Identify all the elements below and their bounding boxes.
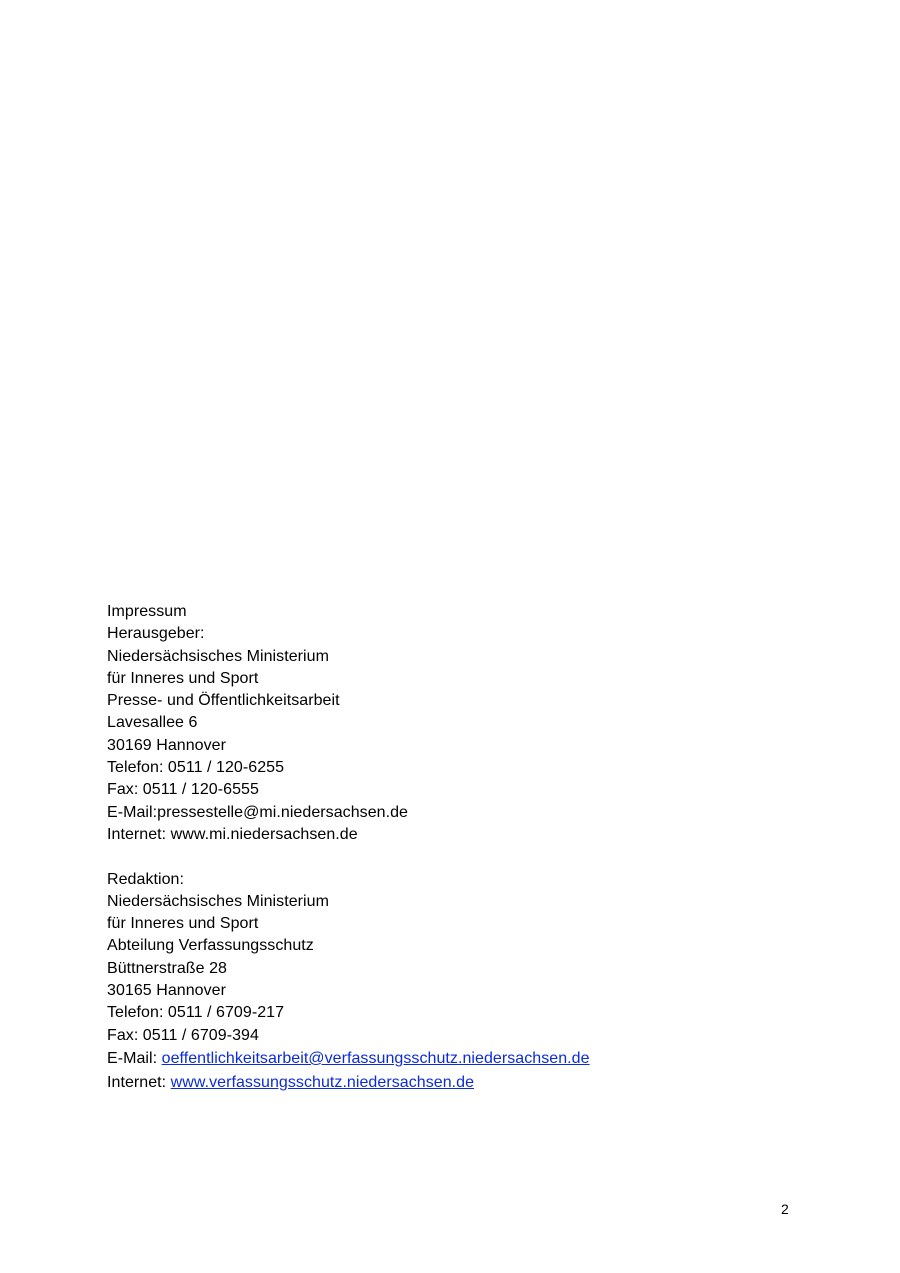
editorial-internet-line	[107, 1071, 807, 1095]
publisher-email: E-Mail:pressestelle@mi.niedersachsen.de	[107, 803, 408, 821]
publisher-department: Presse- und Öffentlichkeitsarbeit	[107, 692, 340, 710]
editorial-label: Redaktion:	[107, 870, 184, 888]
editorial-email-label: E-Mail:	[107, 1049, 162, 1067]
editorial-org-line1: Niedersächsisches Ministerium	[107, 892, 329, 910]
editorial-department: Abteilung Verfassungsschutz	[107, 937, 314, 955]
editorial-city: 30165 Hannover	[107, 982, 227, 1000]
section-spacer	[107, 846, 807, 868]
publisher-org-line1: Niedersächsisches Ministerium	[107, 647, 329, 665]
editorial-street: Büttnerstraße 28	[107, 959, 227, 977]
publisher-city: 30169 Hannover	[107, 736, 227, 754]
publisher-phone: Telefon: 0511 / 120-6255	[107, 759, 285, 777]
publisher-fax: Fax: 0511 / 120-6555	[107, 781, 259, 799]
imprint-block	[107, 601, 807, 1095]
editorial-internet-label: Internet:	[107, 1073, 171, 1091]
publisher-street: Lavesallee 6	[107, 714, 198, 732]
editorial-email-link[interactable]: oeffentlichkeitsarbeit@verfassungsschutz.niedersachsen.de	[161, 1049, 590, 1067]
editorial-phone: Telefon: 0511 / 6709-217	[107, 1004, 285, 1022]
editorial-email-line	[107, 1047, 807, 1071]
imprint-heading: Impressum	[107, 603, 187, 620]
publisher-org-line2: für Inneres und Sport	[107, 669, 259, 687]
editorial-internet-link[interactable]: www.verfassungsschutz.niedersachsen.de	[170, 1073, 475, 1091]
page-number: 2	[781, 1201, 789, 1217]
editorial-fax: Fax: 0511 / 6709-394	[107, 1026, 259, 1044]
editorial-org-line2: für Inneres und Sport	[107, 915, 259, 933]
publisher-label: Herausgeber:	[107, 625, 205, 643]
publisher-internet: Internet: www.mi.niedersachsen.de	[107, 825, 358, 843]
